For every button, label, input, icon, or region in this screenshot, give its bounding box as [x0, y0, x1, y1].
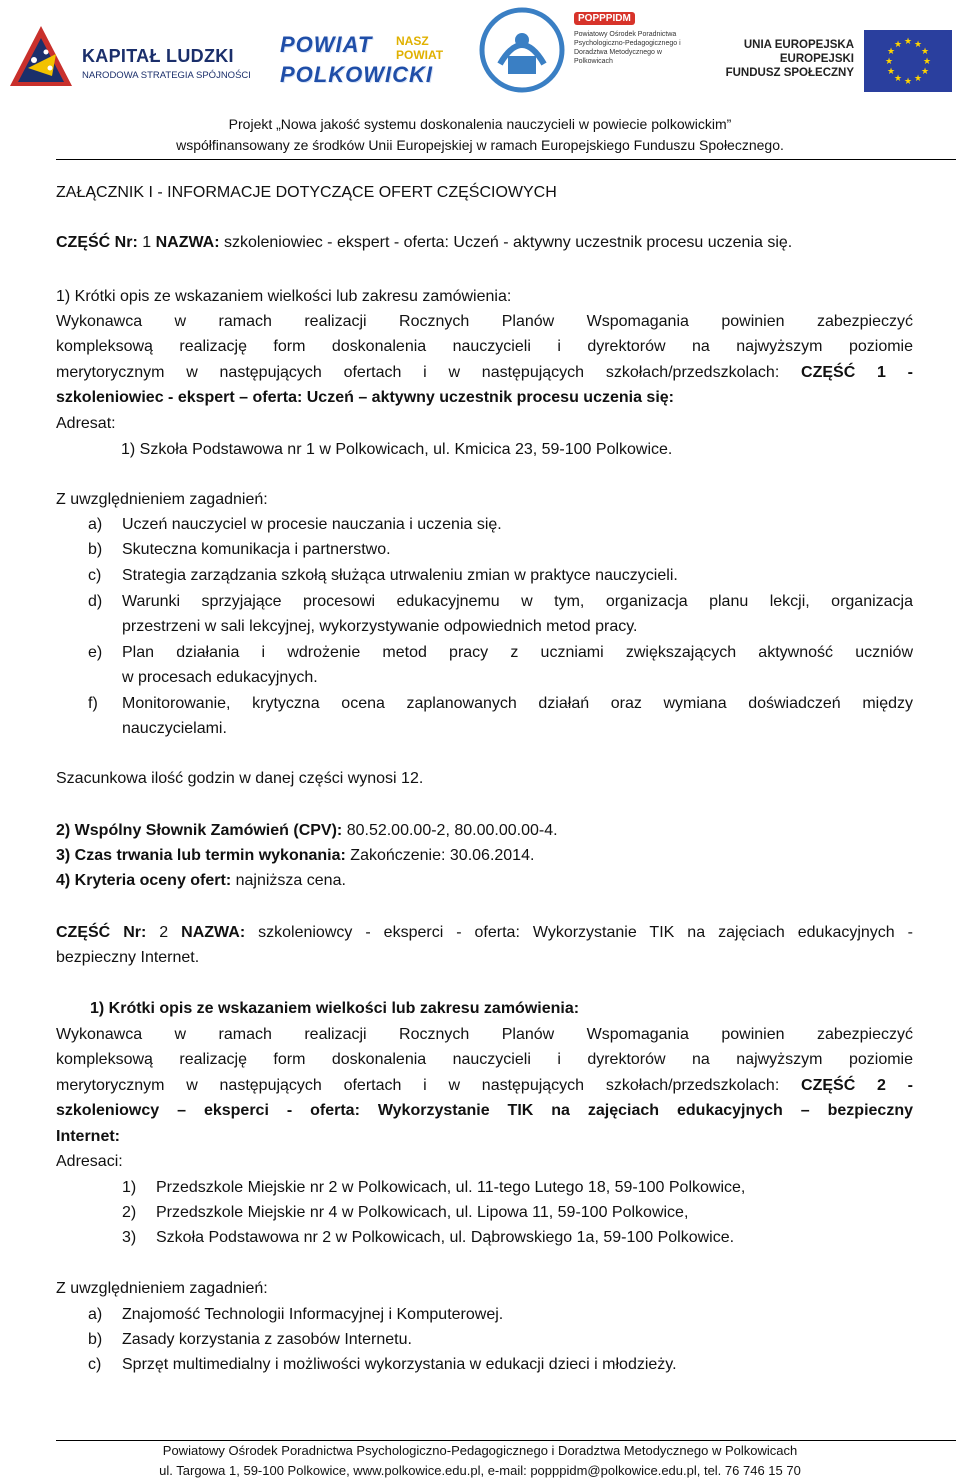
footer-divider	[56, 1440, 956, 1441]
part1-label-czesc: CZĘŚĆ Nr:	[56, 234, 138, 251]
powiat-line2: POLKOWICKI	[280, 62, 433, 87]
kapital-ludzki-logo	[8, 24, 251, 94]
list-marker: 3)	[122, 1229, 137, 1246]
part1-opis-line3-text: merytorycznym w następujących ofertach i w następujących szkołach/przedszkolach:	[56, 364, 802, 381]
document-title: ZAŁĄCZNIK I - INFORMACJE DOTYCZĄCE OFERT CZĘŚCIOWYCH	[56, 184, 557, 201]
list-item-text: Przedszkole Miejskie nr 4 w Polkowicach, ul. Lipowa 11, 59-100 Polkowice,	[156, 1204, 689, 1221]
ue-efs-logo	[720, 30, 956, 96]
list-marker: b)	[88, 541, 103, 558]
kapital-ludzki-subtitle: NARODOWA STRATEGIA SPÓJNOŚCI	[82, 70, 251, 81]
svg-text:★: ★	[893, 40, 903, 50]
svg-text:★: ★	[886, 47, 896, 57]
part2-opis-line2: kompleksową realizację form doskonalenia nauczycieli i dyrektorów na najwyższym poziomie	[56, 1051, 913, 1068]
part1-zagadnienie-item-cont: w procesach edukacyjnych.	[122, 669, 318, 686]
part2-opis-line3-part: CZĘŚĆ 2 -	[801, 1077, 914, 1094]
list-marker: f)	[88, 695, 98, 712]
list-item-text: Monitorowanie, krytyczna ocena zaplanowanych działań oraz wymiana doświadczeń między	[122, 695, 913, 712]
list-marker: 1)	[122, 1179, 137, 1196]
list-item-text: Zasady korzystania z zasobów Internetu.	[122, 1331, 412, 1348]
list-item-text: Szkoła Podstawowa nr 2 w Polkowicach, ul. Dąbrowskiego 1a, 59-100 Polkowice.	[156, 1229, 735, 1246]
footer-line-2: ul. Targowa 1, 59-100 Polkowice, www.polkowice.edu.pl, e-mail: popppidm@polkowice.edu.pl, tel. 76 746 15 70	[159, 1463, 801, 1478]
part1-zagadnienia-label: Z uwzględnieniem zagadnień:	[56, 491, 268, 508]
header-logos	[0, 0, 960, 108]
part1-opis-line3-part: CZĘŚĆ 1 -	[801, 364, 914, 381]
footer-line-1: Powiatowy Ośrodek Poradnictwa Psychologiczno-Pedagogicznego i Doradztwa Metodycznego w Polkowicach	[162, 1443, 798, 1458]
part2-opis-line3	[56, 1073, 913, 1098]
svg-text:★: ★	[903, 37, 913, 47]
kapital-ludzki-title: KAPITAŁ LUDZKI	[82, 46, 234, 66]
list-item-text: Warunki sprzyjające procesowi edukacyjnemu w tym, organizacja planu lekcji, organizacja	[122, 593, 913, 610]
list-item-text: Skuteczna komunikacja i partnerstwo.	[122, 541, 391, 558]
powiat-tag2: POWIAT	[396, 48, 444, 62]
part1-zagadnienie-item-cont: przestrzeni w sali lekcyjnej, wykorzystywanie odpowiednich metod pracy.	[122, 618, 638, 635]
part1-opis-title: 1) Krótki opis ze wskazaniem wielkości lub zakresu zamówienia:	[56, 288, 512, 305]
part1-opis-line2: kompleksową realizację form doskonalenia nauczycieli i dyrektorów na najwyższym poziomie	[56, 338, 913, 355]
part2-opis-line1: Wykonawca w ramach realizacji Rocznych Planów Wspomagania powinien zabezpieczyć	[56, 1026, 913, 1043]
part1-opis-line4: szkoleniowiec - ekspert – oferta: Uczeń – aktywny uczestnik procesu uczenia się:	[56, 389, 674, 406]
part1-opis-line3	[56, 360, 913, 385]
list-marker: e)	[88, 644, 103, 661]
powiat-polkowicki-logo	[280, 30, 444, 90]
part1-header	[56, 230, 792, 255]
part2-zagadnienia-label: Z uwzględnieniem zagadnień:	[56, 1280, 268, 1297]
list-item-text: Strategia zarządzania szkołą służąca utrwaleniu zmian w praktyce nauczycieli.	[122, 567, 678, 584]
ue-line1: UNIA EUROPEJSKA	[743, 39, 854, 51]
part2-label-czesc: CZĘŚĆ Nr:	[56, 924, 147, 941]
part2-num: 2	[146, 924, 182, 941]
list-item-text: Uczeń nauczyciel w procesie nauczania i uczenia się.	[122, 516, 502, 533]
part2-label-nazwa: NAZWA:	[181, 924, 246, 941]
svg-text:★: ★	[920, 67, 930, 77]
kryteria-value: najniższa cena.	[231, 872, 346, 889]
part2-name: szkoleniowcy - eksperci - oferta: Wykorzystanie TIK na zajęciach edukacyjnych -	[245, 924, 913, 941]
poppidm-description: Powiatowy Ośrodek Poradnictwa Psychologiczno-Pedagogicznego i Doradztwa Metodycznego w Polkowicach	[574, 31, 681, 65]
part1-czas	[56, 843, 534, 868]
list-marker: 2)	[122, 1204, 137, 1221]
list-item-text: Sprzęt multimedialny i możliwości wykorzystania w edukacji dzieci i młodzieży.	[122, 1356, 677, 1373]
list-marker: c)	[88, 567, 102, 584]
poppidm-name: POPPPIDM	[574, 12, 635, 25]
part2-opis-line4: szkoleniowcy – eksperci - oferta: Wykorzystanie TIK na zajęciach edukacyjnych – bezpieczny	[56, 1102, 913, 1119]
cpv-value: 80.52.00.00-2, 80.00.00.00-4.	[342, 822, 558, 839]
svg-text:★: ★	[920, 47, 930, 57]
part2-name-cont: bezpieczny Internet.	[56, 949, 200, 966]
list-marker: a)	[88, 1306, 103, 1323]
powiat-line1: POWIAT	[280, 32, 373, 57]
part1-adresat-label: Adresat:	[56, 415, 116, 432]
part1-num: 1	[137, 234, 156, 251]
list-marker: c)	[88, 1356, 102, 1373]
kapital-ludzki-mark-icon	[8, 24, 74, 90]
svg-text:★: ★	[884, 57, 894, 67]
header-divider	[56, 159, 956, 160]
list-marker: d)	[88, 593, 103, 610]
part2-opis-line3-text: merytorycznym w następujących ofertach i w następujących szkołach/przedszkolach:	[56, 1077, 802, 1094]
poppidm-logo	[478, 6, 690, 94]
list-item-text: Znajomość Technologii Informacyjnej i Komputerowej.	[122, 1306, 504, 1323]
svg-text:★: ★	[886, 67, 896, 77]
svg-text:★: ★	[922, 57, 932, 67]
list-item-text: Przedszkole Miejskie nr 2 w Polkowicach, ul. 11-tego Lutego 18, 59-100 Polkowice,	[156, 1179, 746, 1196]
part2-header	[56, 920, 913, 945]
svg-text:★: ★	[893, 74, 903, 84]
svg-text:★: ★	[913, 40, 923, 50]
ue-text	[726, 38, 854, 80]
part1-adresat-item: 1) Szkoła Podstawowa nr 1 w Polkowicach, ul. Kmicica 23, 59-100 Polkowice.	[121, 441, 673, 458]
part2-adresaci-label: Adresaci:	[56, 1153, 123, 1170]
part1-kryteria	[56, 868, 346, 893]
svg-text:★: ★	[903, 77, 913, 87]
list-marker: b)	[88, 1331, 103, 1348]
part1-label-nazwa: NAZWA:	[155, 234, 220, 251]
cpv-label: 2) Wspólny Słownik Zamówień (CPV):	[56, 822, 343, 839]
part1-name: szkoleniowiec - ekspert - oferta: Uczeń - aktywny uczestnik procesu uczenia się.	[219, 234, 793, 251]
powiat-tag1: NASZ	[396, 34, 429, 48]
ue-line2: EUROPEJSKI	[779, 53, 854, 65]
eu-flag-icon	[864, 30, 952, 92]
czas-value: Zakończenie: 30.06.2014.	[345, 847, 535, 864]
part1-zagadnienie-item-cont: nauczycielami.	[122, 720, 227, 737]
part1-cpv	[56, 818, 558, 843]
list-marker: a)	[88, 516, 103, 533]
kryteria-label: 4) Kryteria oceny ofert:	[56, 872, 232, 889]
list-item-text: Plan działania i wdrożenie metod pracy z uczniami zwiększających aktywność uczniów	[122, 644, 913, 661]
ue-line3: FUNDUSZ SPOŁECZNY	[725, 67, 854, 79]
part2-opis-line5: Internet:	[56, 1128, 120, 1145]
part1-opis-line1: Wykonawca w ramach realizacji Rocznych Planów Wspomagania powinien zabezpieczyć	[56, 313, 913, 330]
svg-text:★: ★	[913, 74, 923, 84]
part1-hours: Szacunkowa ilość godzin w danej części wynosi 12.	[56, 770, 424, 787]
project-line-1: Projekt „Nowa jakość systemu doskonalenia nauczycieli w powiecie polkowickim”	[228, 116, 732, 132]
poppidm-emblem-icon	[478, 6, 566, 94]
part2-opis-title: 1) Krótki opis ze wskazaniem wielkości lub zakresu zamówienia:	[90, 1000, 580, 1017]
project-line-2: współfinansowany ze środków Unii Europejskiej w ramach Europejskiego Funduszu Społecznego.	[176, 137, 784, 153]
czas-label: 3) Czas trwania lub termin wykonania:	[56, 847, 346, 864]
